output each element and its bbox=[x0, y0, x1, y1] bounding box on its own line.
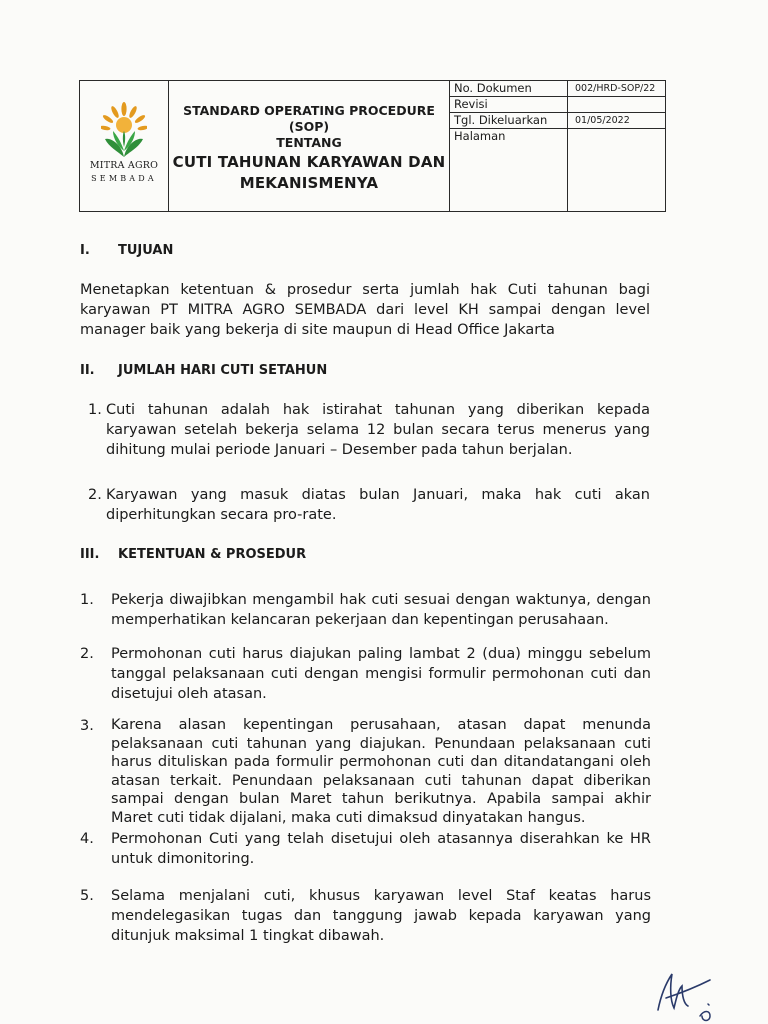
sop-main-title-line2: MEKANISMENYA bbox=[239, 174, 379, 192]
list-item-number: 3. bbox=[80, 718, 94, 734]
section-title: KETENTUAN & PROSEDUR bbox=[118, 547, 307, 562]
handwritten-initials-signature bbox=[648, 960, 758, 1024]
list-item: Karyawan yang masuk diatas bulan Januari, maka hak cuti akan diperhitungkan secara pro-rate. bbox=[106, 487, 650, 523]
meta-value bbox=[568, 129, 665, 211]
list-item-number: 5. bbox=[80, 888, 94, 904]
logo-company-name: MITRA AGRO bbox=[89, 160, 159, 171]
list-item: Permohonan Cuti yang telah disetujui oleh atasannya diserahkan ke HR untuk dimonitoring. bbox=[111, 831, 651, 867]
sop-title-line1: STANDARD OPERATING PROCEDURE bbox=[183, 103, 435, 118]
list-item-number: 2. bbox=[88, 487, 102, 503]
list-item: Pekerja diwajibkan mengambil hak cuti sesuai dengan waktunya, dengan memperhatikan kelancaran pekerjaan dan kepentingan perusahaan. bbox=[111, 592, 651, 628]
sop-header-table bbox=[79, 80, 666, 212]
logo-company-subname: SEMBADA bbox=[91, 174, 157, 183]
list-item: Permohonan cuti harus diajukan paling lambat 2 (dua) minggu sebelum tanggal pelaksanaan cuti dengan mengisi formulir permohonan cuti dan disetujui oleh atasan. bbox=[111, 646, 651, 702]
tujuan-paragraph: Menetapkan ketentuan & prosedur serta jumlah hak Cuti tahunan bagi karyawan PT MITRA AGRO SEMBADA dari level KH sampai dengan level manager baik yang bekerja di site maupun di Head Office Jakarta bbox=[80, 282, 650, 338]
meta-value bbox=[568, 97, 665, 113]
sop-title-line3: TENTANG bbox=[276, 135, 342, 150]
section-title: TUJUAN bbox=[118, 243, 174, 258]
meta-value: 002/HRD-SOP/22 bbox=[568, 81, 665, 97]
list-item: Selama menjalani cuti, khusus karyawan level Staf keatas harus mendelegasikan tugas dan tanggung jawab kepada karyawan yang ditunjuk maksimal 1 tingkat dibawah. bbox=[111, 888, 651, 944]
meta-label: No. Dokumen bbox=[450, 81, 568, 97]
list-item: Karena alasan kepentingan perusahaan, atasan dapat menunda pelaksanaan cuti tahunan yang diajukan. Penundaan pelaksanaan cuti harus dituliskan pada formulir permohonan cuti dan ditandatangani oleh atasan terkait. Penundaan pelaksanaan cuti tahunan dapat diberikan sampai dengan bulan Maret tahun berikutnya. Apabila sampai akhir Maret cuti tidak dijalani, maka cuti dimaksud dinyatakan hangus. bbox=[111, 717, 651, 826]
section-heading-tujuan bbox=[80, 243, 173, 258]
list-item-number: 4. bbox=[80, 831, 94, 847]
list-item-number: 2. bbox=[80, 646, 94, 662]
section-title: JUMLAH HARI CUTI SETAHUN bbox=[118, 363, 328, 378]
section-number: I. bbox=[80, 243, 90, 258]
document-meta-table bbox=[450, 81, 665, 211]
section-heading-ketentuan bbox=[80, 547, 306, 562]
meta-value: 01/05/2022 bbox=[568, 113, 665, 129]
mitra-agro-logo-icon bbox=[101, 101, 147, 159]
sop-title-line2: (SOP) bbox=[288, 119, 330, 134]
meta-label: Revisi bbox=[450, 97, 568, 113]
sop-main-title-line1: CUTI TAHUNAN KARYAWAN DAN bbox=[172, 153, 446, 171]
meta-label: Tgl. Dikeluarkan bbox=[450, 113, 568, 129]
list-item-number: 1. bbox=[88, 402, 102, 418]
section-number: II. bbox=[80, 363, 95, 378]
list-item-number: 1. bbox=[80, 592, 94, 608]
meta-label: Halaman bbox=[450, 129, 568, 211]
section-heading-jumlah-hari bbox=[80, 363, 327, 378]
logo-cell bbox=[80, 81, 169, 211]
title-cell bbox=[169, 81, 450, 211]
section-number: III. bbox=[80, 547, 100, 562]
list-item: Cuti tahunan adalah hak istirahat tahunan yang diberikan kepada karyawan setelah bekerja selama 12 bulan secara terus menerus yang dihitung mulai periode Januari – Desember pada tahun berjalan. bbox=[106, 402, 650, 458]
